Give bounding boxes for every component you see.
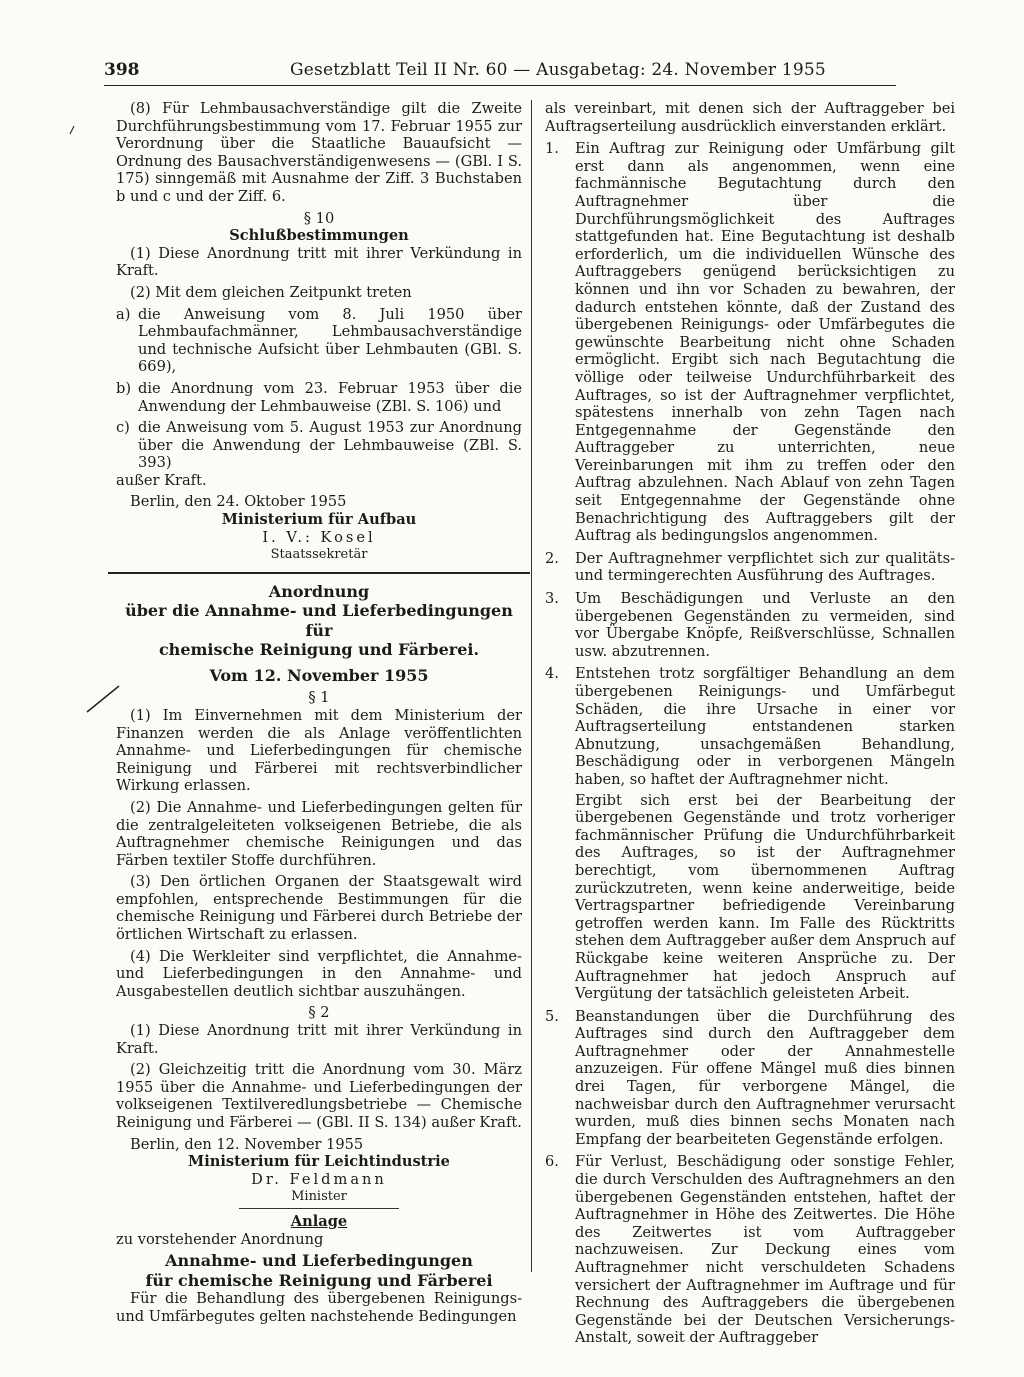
list-text: Beanstandungen über die Durchführung des Auftrages sind durch den Auftraggeber dem Auftragnehmer oder der Annahmestelle anzuzeigen. Für offene Mängel muß dies binnen drei Tagen, für verborgene Mängel, die nachweisbar durch den Auftragnehmer verursacht wurden, muß dies binnen sechs Monaten nach Empfang der bearbeiteten Gegenstände erfolgen.: [575, 1007, 955, 1148]
list-text: Entstehen trotz sorgfältiger Behandlung an dem übergebenen Reinigungs- und Umfärbegut Schäden, die ihre Ursache in einer vor Auftragserteilung entstandenen starken Abnutzung, unsachgemäßen Behandlung, Beschädigung oder in verborgenen Mängeln haben, so haftet der Auftragnehmer nicht.: [575, 665, 955, 788]
role-2: Minister: [291, 1189, 347, 1205]
list-item: [116, 306, 522, 376]
section-1-para-3: (3) Den örtlichen Organen der Staatsgewalt wird empfohlen, entsprechende Bestimmungen für die chemische Reinigung und Färberei durch Betriebe der örtlichen Wirtschaft zu erlassen.: [116, 873, 522, 944]
right-column: [545, 100, 955, 1347]
section-10-para-2: (2) Mit dem gleichen Zeitpunkt treten: [130, 283, 412, 301]
list-marker: 3.: [545, 590, 559, 608]
list-text: Um Beschädigungen und Verluste an den übergebenen Gegenständen zu vermeiden, sind vor Übergabe Knöpfe, Reißverschlüsse, Schnallen usw. abzutrennen.: [575, 590, 955, 660]
section-separator: [108, 572, 530, 574]
section-1-para-4: (4) Die Werkleiter sind verpflichtet, die Annahme- und Lieferbedingungen in den Annahme- und Ausgabestellen deutlich sichtbar auszuhängen.: [116, 947, 522, 1000]
short-rule: [239, 1208, 399, 1209]
conditions-title-1: Annahme- und Lieferbedingungen: [165, 1251, 473, 1271]
list-marker: c): [116, 419, 130, 437]
list-marker: b): [116, 379, 132, 397]
list-text: die Anordnung vom 23. Februar 1953 über die Anwendung der Lehmbauweise (ZBl. S. 106) und: [138, 379, 522, 415]
margin-mark-icon: [68, 124, 78, 136]
section-2-para-1: (1) Diese Anordnung tritt mit ihrer Verkündung in Kraft.: [116, 1022, 522, 1057]
list-text: Der Auftragnehmer verpflichtet sich zur qualitäts- und termingerechten Ausführung des Auftrages.: [575, 549, 955, 585]
list-item: [545, 1153, 955, 1347]
list-marker: a): [116, 305, 131, 323]
section-2-heading: § 2: [308, 1004, 330, 1022]
list-text: die Anweisung vom 5. August 1953 zur Anordnung über die Anwendung der Lehmbauweise (ZBl. S. 393): [138, 419, 522, 472]
list-item: [116, 380, 522, 415]
list-text: Für Verlust, Beschädigung oder sonstige Fehler, die durch Verschulden des Auftragnehmers an den übergebenen Gegenständen entstehen, haftet der Auftragnehmer in Höhe des Zeitwertes. Die Höhe des Zeitwertes ist vom Auftraggeber nachzuweisen. Zur Deckung eines vom Auftragnehmer nicht verschuldeten Schadens versichert der Auftragnehmer im Auftrage und für Rechnung des Auftraggebers die übergebenen Gegenstände bei der Deutschen Versicherungs-Anstalt, soweit der Auftraggeber: [575, 1153, 955, 1347]
place-date-2: Berlin, den 12. November 1955: [130, 1135, 364, 1153]
section-10-end: außer Kraft.: [116, 471, 207, 489]
intro-continuation: als vereinbart, mit denen sich der Auftraggeber bei Auftragserteilung ausdrücklich einverstanden erklärt.: [545, 100, 955, 135]
section-10-para-1: (1) Diese Anordnung tritt mit ihrer Verkündung in Kraft.: [116, 244, 522, 280]
order-date: Vom 12. November 1955: [209, 665, 429, 685]
list-text: Ein Auftrag zur Reinigung oder Umfärbung gilt erst dann als angenommen, wenn eine fachmännische Begutachtung durch den Auftragnehmer über die Durchführungsmöglichkeit des Auftrages stattgefunden hat. Eine Begutachtung ist deshalb erforderlich, um die individuellen Wünsche des Auftraggebers genügend berücksichtigen zu können und ihn vor Schaden zu bewahren, der dadurch entstehen könnte, daß der Zustand des übergebenen Reinigungs- oder Umfärbegutes die gewünschte Bearbeitung nicht ohne Schaden ermöglicht. Ergibt sich nach Begutachtung die völlige oder teilweise Undurchführbarkeit des Auftrages, so ist der Auftragnehmer verpflichtet, spätestens innerhalb von zehn Tagen nach Entgegennahme der Gegenstände den Auftraggeber zu unterrichten, neue Vereinbarungen mit ihm zu treffen oder den Auftrag abzulehnen. Nach Ablauf von zehn Tagen seit Entgegennahme der Gegenstände ohne Benachrichtigung des Auftraggebers gilt der Auftrag als bedingungslos angenommen.: [575, 140, 955, 545]
list-item: [545, 140, 955, 545]
annex-subtitle: zu vorstehender Anordnung: [116, 1230, 324, 1248]
role-1: Staatssekretär: [270, 547, 368, 563]
paragraph-8: (8) Für Lehmbausachverständige gilt die Zweite Durchführungsbestimmung vom 17. Februar 1955 zur Verordnung über die Staatliche Bauaufsicht — Ordnung des Bausachverständigenwesens — (GBl. I S. 175) sinngemäß mit Ausnahme der Ziff. 3 Buchstaben b und c und der Ziff. 6.: [116, 100, 522, 205]
section-1-para-1: (1) Im Einvernehmen mit dem Ministerium der Finanzen werden die als Anlage veröffentlichten Annahme- und Lieferbedingungen für chemische Reinigung und Färberei mit rechtsverbindlicher Wirkung erlassen.: [116, 706, 522, 795]
list-marker: 1.: [545, 140, 559, 158]
page-header: [104, 60, 896, 84]
order-subtitle-2: chemische Reinigung und Färberei.: [158, 640, 480, 660]
list-marker: 4.: [545, 665, 559, 683]
list-item: [545, 1008, 955, 1149]
page-number: 398: [104, 60, 140, 80]
signature-2: Dr. Feldmann: [251, 1170, 387, 1188]
section-10-title: Schlußbestimmungen: [229, 227, 409, 245]
column-divider: [531, 100, 532, 1272]
list-marker: 5.: [545, 1007, 559, 1025]
list-marker: 6.: [545, 1153, 559, 1171]
list-item: [545, 550, 955, 585]
left-column: [116, 100, 522, 1325]
ministry-1: Ministerium für Aufbau: [221, 511, 417, 529]
list-text: Ergibt sich erst bei der Bearbeitung der übergebenen Gegenstände und trotz vorheriger fachmännischer Prüfung die Undurchführbarkeit des Auftrages, so ist der Auftragnehmer berechtigt, vom übernommenen Auftrag zurückzutreten, wenn keine anderweitige, beide Vertragspartner befriedigende Vereinbarung getroffen werden kann. Im Falle des Rücktritts stehen dem Auftraggeber außer dem Anspruch auf Rückgabe keine weiteren Ansprüche zu. Der Auftragnehmer hat jedoch Anspruch auf Vergütung der tatsächlich geleisteten Arbeit.: [575, 791, 955, 1003]
list-item: [545, 590, 955, 660]
ministry-2: Ministerium für Leichtindustrie: [188, 1153, 450, 1171]
order-subtitle-1: über die Annahme- und Lieferbedingungen für: [125, 601, 513, 640]
section-2-para-2: (2) Gleichzeitig tritt die Anordnung vom 30. März 1955 über die Annahme- und Lieferbedingungen der volkseigenen Textilveredlungsbetriebe — Chemische Reinigung und Färberei — (GBl. II S. 134) außer Kraft.: [116, 1061, 522, 1131]
list-text: die Anweisung vom 8. Juli 1950 über Lehmbaufachmänner, Lehmbausachverständige und technische Aufsicht über Lehmbauten (GBl. S. 669),: [138, 305, 522, 376]
list-item: [116, 419, 522, 472]
section-1-para-2: (2) Die Annahme- und Lieferbedingungen gelten für die zentralgeleiteten volkseigenen Betriebe, die als Auftragnehmer chemische Reinigungen und das Färben textiler Stoffe durchführen.: [116, 798, 522, 869]
header-title: Gesetzblatt Teil II Nr. 60 — Ausgabetag: 24. November 1955: [290, 60, 826, 80]
section-10-heading: § 10: [303, 209, 335, 227]
list-item-continuation: [545, 792, 955, 1003]
list-marker: 2.: [545, 549, 559, 567]
list-item: [545, 665, 955, 788]
conditions-intro: Für die Behandlung des übergebenen Reinigungs- und Umfärbegutes gelten nachstehende Bedingungen: [116, 1290, 522, 1325]
section-1-heading: § 1: [308, 689, 330, 707]
conditions-title-2: für chemische Reinigung und Färberei: [145, 1270, 493, 1290]
annex-heading: Anlage: [290, 1212, 348, 1230]
signature-1: I. V.: Kosel: [262, 528, 376, 546]
order-title: Anordnung: [268, 581, 370, 601]
header-rule: [104, 85, 896, 86]
place-date-1: Berlin, den 24. Oktober 1955: [130, 493, 347, 511]
